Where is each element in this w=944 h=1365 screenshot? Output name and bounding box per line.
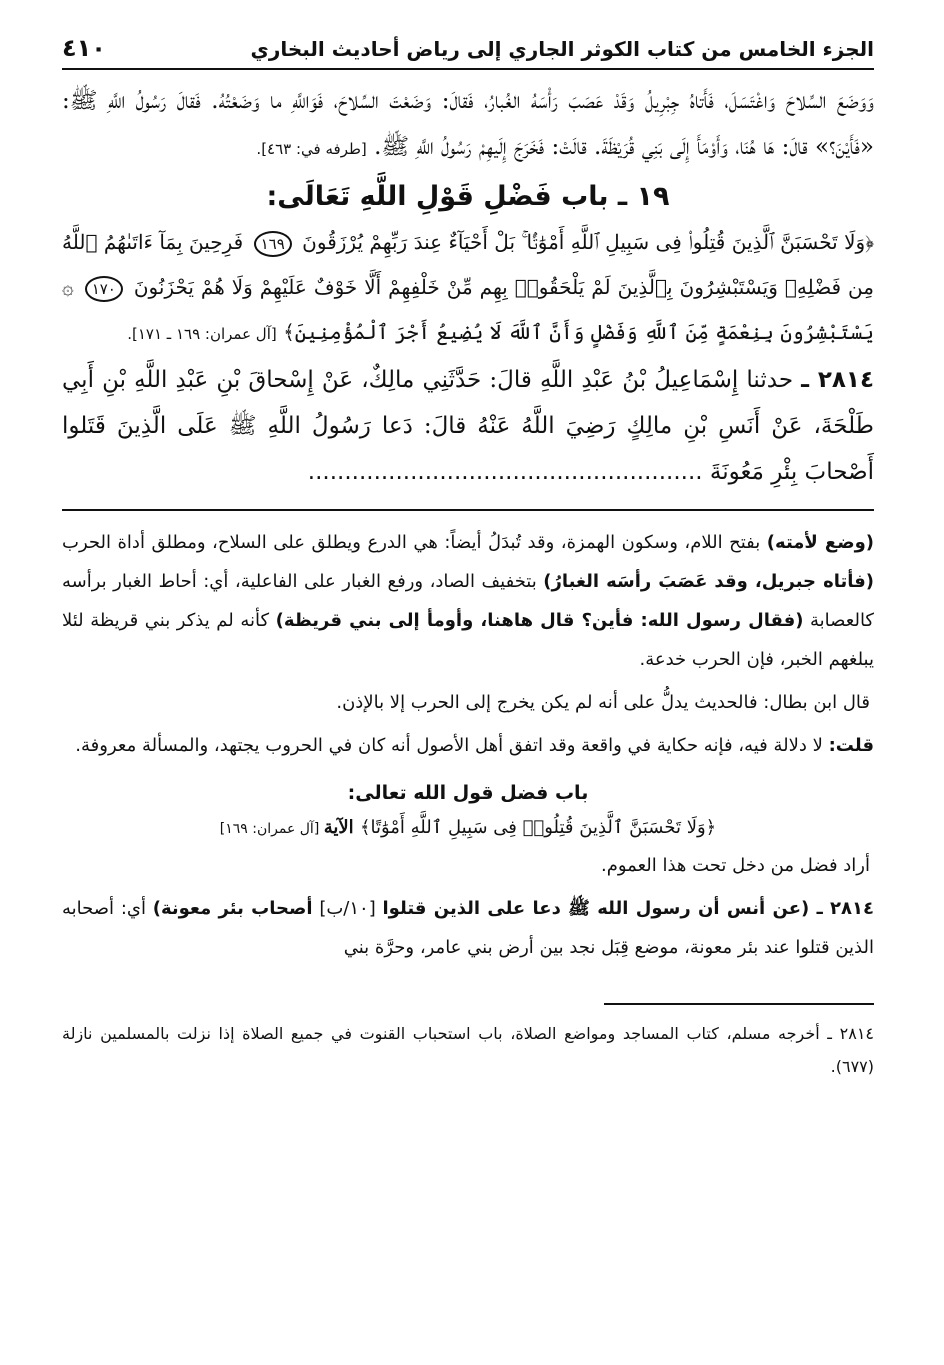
hadith-continuation [62, 78, 874, 172]
ayah-number-170: ١٧٠ [85, 276, 123, 302]
commentary-lemma: (وضع لأمته) [766, 532, 875, 553]
commentary-paragraph-3 [62, 726, 874, 765]
footnote: ٢٨١٤ ـ أخرجه مسلم، كتاب المساجد ومواضع الصلاة، باب استحباب القنوت في جميع الصلاة إذا نزلت بالمسلمين نازلة (٦٧٧). [62, 1024, 874, 1076]
quran-reference: [آل عمران: ١٦٩ ـ ١٧١]. [127, 325, 277, 343]
commentary-quran-reference: [آل عمران: ١٦٩] [219, 821, 324, 837]
page-number: ٤١٠ [62, 34, 106, 62]
hadith-2814 [62, 357, 874, 495]
quran-verse-text-3: ۞ يَسْتَبْشِرُونَ بِنِعْمَةٍ مِّنَ ٱللَّهِ وَفَضْلٍ وَأَنَّ ٱللَّهَ لَا يُضِيعُ أَجْرَ ٱلْمُؤْمِنِينَ﴾ [62, 275, 874, 344]
ayah-number-169: ١٦٩ [254, 231, 292, 257]
commentary-text: بتخفيف الصاد، ورفع الغبار على الفاعلية، أي: أحاط الغبار برأسه كالعصابة [62, 571, 874, 631]
commentary-lemma: (فأتاه جبريل، وقد عَصَبَ رأسَه الغبارُ) [543, 571, 874, 592]
hadith-continuation-text: وَوَضَعَ السِّلاحَ وَاغْتَسَلَ، فَأَتاهُ جِبْرِيلُ وَقَدْ عَصَبَ رَأْسَهُ الغُبارُ، فَقالَ: وَضَعْتَ السِّلاحَ، فَوَاللَّهِ ما وَضَعْتُهُ. فَقالَ رَسُولُ اللَّهِ ﷺ: «فَأَيْنَ؟» قالَ: هَا هُنَا، وَأَوْمَأَ إِلَى بَنِي قُرَيْظَةَ. قالَتْ: فَخَرَجَ إِلَيهِمْ رَسُولُ اللَّهِ ﷺ. [62, 88, 874, 160]
commentary-lemma: قلت: [828, 735, 874, 756]
hadith-cross-reference: [طرفه في: ٤٦٣]. [256, 140, 367, 158]
quran-verse-text-2: فَرِحِينَ بِمَآ ءَاتَىٰهُمُ ٱللَّهُ مِن فَضْلِهِۦ وَيَسْتَبْشِرُونَ بِٱلَّذِينَ لَمْ يَلْحَقُوا۟ بِهِم مِّنْ خَلْفِهِمْ أَلَّا خَوْفٌ عَلَيْهِمْ وَلَا هُمْ يَحْزَنُونَ [62, 230, 874, 299]
hadith-number: ٢٨١٤ ـ [801, 367, 874, 393]
commentary-chapter-heading: باب فضل قول الله تعالى: [347, 782, 589, 804]
commentary-text: لا دلالة فيه، فإنه حكاية في واقعة وقد اتفق أهل الأصول أنه كان في الحروب يجتهد، والمسألة معروفة. [75, 735, 829, 756]
commentary-paragraph-5 [62, 889, 874, 967]
running-title: الجزء الخامس من كتاب الكوثر الجاري إلى رياض أحاديث البخاري [250, 37, 874, 61]
commentary-lemma: (فقال رسول الله: فأين؟ قال هاهنا، وأومأ إلى بني قريظة) [275, 610, 804, 631]
commentary-paragraph-2: قال ابن بطال: فالحديث يدلُّ على أنه لم يكن يخرج إلى الحرب إلا بالإذن. [336, 692, 870, 713]
commentary-text: أي: أصحابه الذين قتلوا عند بئر معونة، موضع قِبَل نجد بين أرض بني عامر، وحرَّة بني [62, 898, 874, 958]
commentary-paragraph-4: أراد فضل من دخل تحت هذا العموم. [601, 855, 870, 876]
hadith-ellipsis: ...................................................... [307, 459, 703, 485]
manuscript-folio-ref: [١٠/ب] [312, 898, 383, 919]
quran-verses [62, 220, 874, 357]
footnote-divider [604, 1003, 874, 1005]
commentary-paragraph-1 [62, 523, 874, 679]
commentary-quran-text: ﴿وَلَا تَحْسَبَنَّ ٱلَّذِينَ قُتِلُوا۟ فِى سَبِيلِ ٱللَّهِ أَمْوَٰتًا﴾ [359, 817, 717, 838]
chapter-heading: ١٩ ـ باب فَضْلِ قَوْلِ اللَّهِ تَعَالَى: [266, 181, 670, 212]
quran-verse-text-1: ﴿وَلَا تَحْسَبَنَّ ٱلَّذِينَ قُتِلُوا۟ فِى سَبِيلِ ٱللَّهِ أَمْوَٰتًۢا ۚ بَلْ أَحْيَآءٌ عِندَ رَبِّهِمْ يُرْزَقُونَ [302, 230, 874, 254]
commentary-text: كأنه لم يذكر بني قريظة لئلا يبلغهم الخبر، فإن الحرب خدعة. [62, 610, 874, 670]
running-header [62, 30, 874, 70]
commentary-ayah-word: الآية [323, 817, 360, 838]
commentary-divider [62, 509, 874, 511]
commentary-text: بفتح اللام، وسكون الهمزة، وقد تُبدَلُ أيضاً: هي الدرع ويطلق على السلاح، ومطلق أداة الحرب [62, 532, 767, 553]
commentary-lemma: أصحاب بئر معونة) [152, 898, 313, 919]
book-page [62, 30, 874, 1350]
commentary-quran-citation [62, 811, 874, 846]
commentary-lemma: ٢٨١٤ ـ (عن أنس أن رسول الله ﷺ دعا على الذين قتلوا [382, 898, 874, 919]
hadith-text: حدثنا إِسْمَاعِيلُ بْنُ عَبْدِ اللَّهِ قالَ: حَدَّثَنِي مالِكٌ، عَنْ إِسْحاقَ بْنِ عَبْدِ اللَّهِ بْنِ أَبِي طَلْحَةَ، عَنْ أَنَسِ بْنِ مالِكٍ رَضِيَ اللَّهُ عَنْهُ قالَ: دَعا رَسُولُ اللَّهِ ﷺ عَلَى الَّذِينَ قَتَلوا أَصْحابَ بِئْرِ مَعُونَةَ [62, 367, 874, 485]
